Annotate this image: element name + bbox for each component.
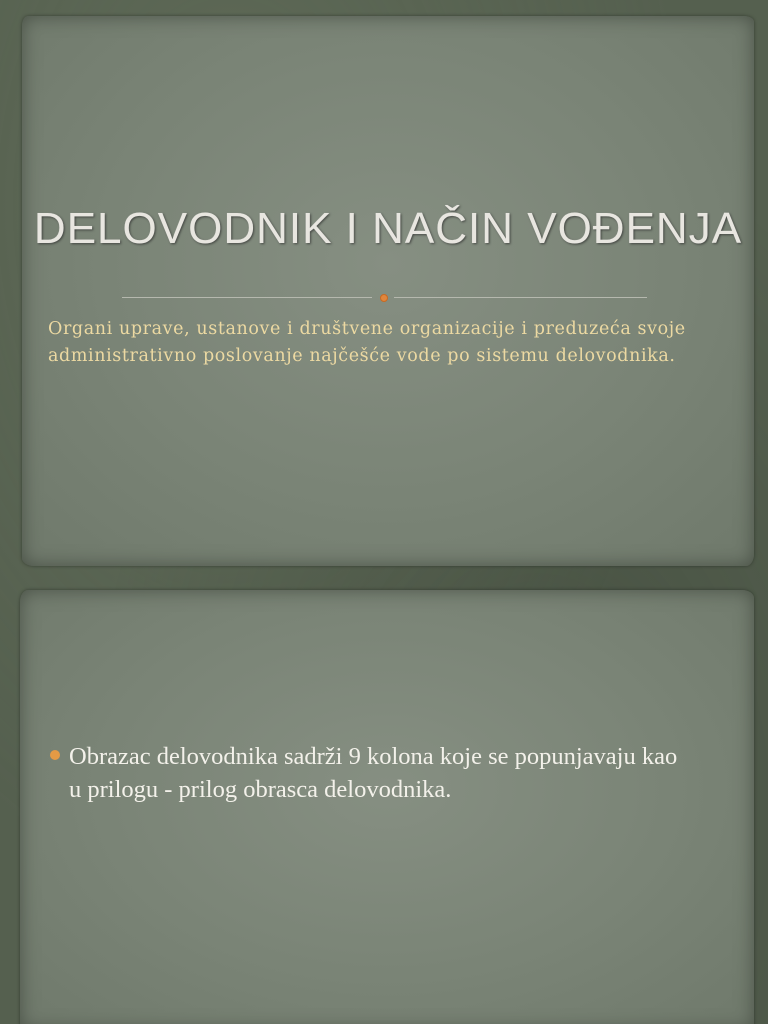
slide-subtitle: Organi uprave, ustanove i društvene organizacije i preduzeća svoje administrativno poslovanje najčešće vode po sistemu delovodnika. bbox=[48, 319, 686, 366]
list-item bbox=[50, 740, 690, 806]
title-slide bbox=[22, 16, 754, 566]
divider-line-left bbox=[122, 297, 372, 298]
divider-dot-icon bbox=[380, 294, 388, 302]
bullet-text: Obrazac delovodnika sadrži 9 kolona koje se popunjavaju kao u prilogu - prilog obrasca delovodnika. bbox=[69, 743, 678, 803]
slide-title: DELOVODNIK I NAČIN VOĐENJA bbox=[33, 204, 743, 253]
bullet-list bbox=[50, 740, 690, 806]
bullet-dot-icon bbox=[50, 750, 60, 760]
title-divider bbox=[122, 296, 647, 300]
content-slide bbox=[20, 590, 754, 1024]
divider-line-right bbox=[394, 297, 647, 298]
